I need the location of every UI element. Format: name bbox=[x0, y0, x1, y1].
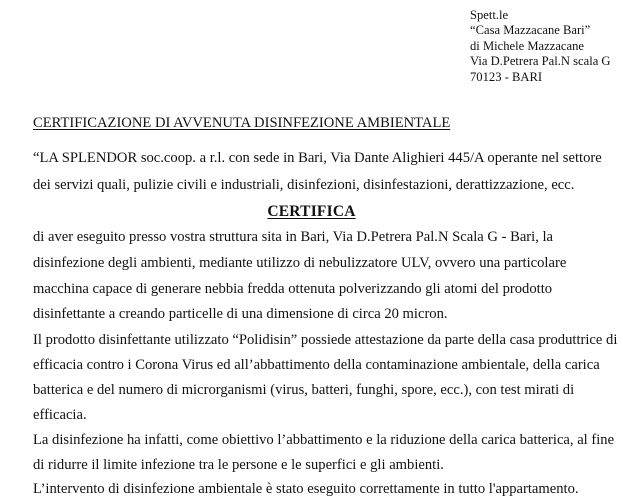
certifica-heading: CERTIFICA bbox=[267, 203, 356, 220]
document-title: CERTIFICAZIONE DI AVVENUTA DISINFEZIONE AMBIENTALE bbox=[33, 115, 451, 131]
body-line: di ridurre il limite infezione tra le persone e le superfici e gli ambienti. bbox=[33, 457, 444, 473]
body-line: macchina capace di generare nebbia fredda ottenuta polverizzando gli atomi del prodotto bbox=[33, 281, 553, 297]
body-line: disinfettante a creando particelle di una dimensione di circa 20 micron. bbox=[33, 306, 448, 322]
body-line: La disinfezione ha infatti, come obiettivo l’abbattimento e la riduzione della carica batterica, al fine bbox=[33, 432, 615, 448]
body-line: efficacia contro i Corona Virus ed all’abbattimento della contaminazione ambientale, della carica bbox=[33, 357, 600, 373]
addressee-line: Via D.Petrera Pal.N scala G bbox=[470, 54, 611, 69]
addressee-block bbox=[470, 8, 611, 85]
addressee-line: 70123 - BARI bbox=[470, 69, 543, 84]
addressee-line: Spett.le bbox=[470, 8, 509, 22]
body-line: disinfezione degli ambienti, mediante utilizzo di nebulizzatore ULV, ovvero una particolare bbox=[33, 255, 567, 271]
body-line: di aver eseguito presso vostra struttura sita in Bari, Via D.Petrera Pal.N Scala G - Bari, la bbox=[33, 229, 554, 245]
addressee-line: “Casa Mazzacane Bari” bbox=[470, 23, 591, 38]
intro-line: dei servizi quali, pulizie civili e industriali, disinfezioni, disinfestazioni, derattizzazione, ecc. bbox=[33, 177, 575, 193]
body-line: L’intervento di disinfezione ambientale è stato eseguito correttamente in tutto l'appartamento. bbox=[33, 481, 579, 497]
body-line: batterica e del numero di microrganismi (virus, batteri, funghi, spore, ecc.), con test mirati di bbox=[33, 382, 575, 398]
body-line: Il prodotto disinfettante utilizzato “Polidisin” possiede attestazione da parte della casa produttrice di bbox=[33, 332, 618, 348]
intro-line: “LA SPLENDOR soc.coop. a r.l. con sede in Bari, Via Dante Alighieri 445/A operante nel settore bbox=[33, 150, 602, 166]
addressee-line: di Michele Mazzacane bbox=[470, 38, 584, 53]
body-line: efficacia. bbox=[33, 407, 87, 423]
